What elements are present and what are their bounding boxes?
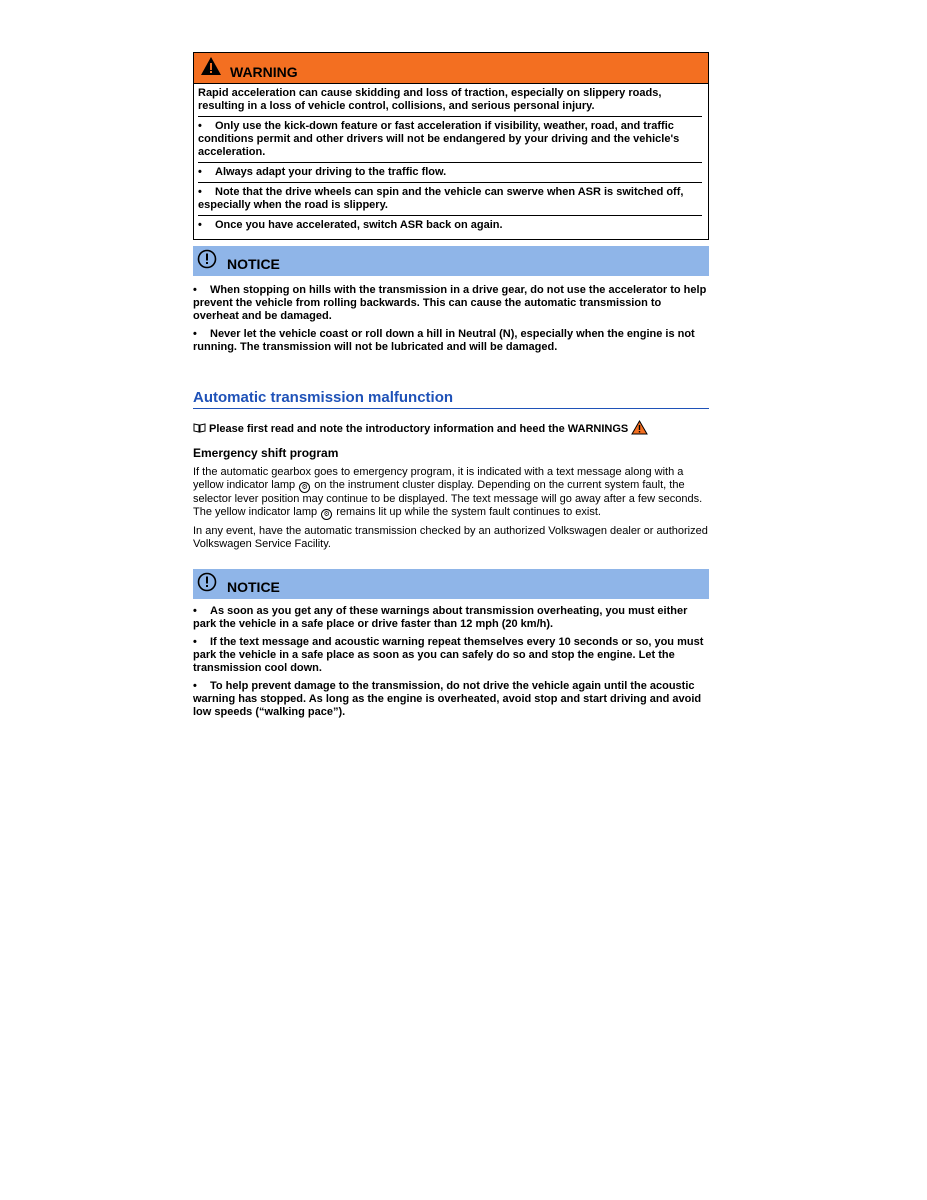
- notice-box-2: [193, 569, 709, 724]
- subheading: Emergency shift program: [193, 446, 339, 460]
- notice-exclamation-icon: [197, 572, 217, 597]
- notice-item: • Never let the vehicle coast or roll down a hill in Neutral (N), especially when the engine is not running. The transmission will not be lubricated and will be damaged.: [193, 328, 695, 353]
- gearbox-lamp-icon: ⚙: [299, 482, 310, 493]
- intro-text: Please first read and note the introductory information and heed the WARNINGS: [209, 423, 629, 435]
- book-icon: [193, 423, 206, 436]
- warning-header: [194, 53, 708, 84]
- warning-box: [193, 52, 709, 240]
- notice-exclamation-icon: [197, 249, 217, 274]
- notice-list: [193, 605, 709, 719]
- warning-item: • Once you have accelerated, switch ASR back on again.: [198, 219, 503, 231]
- notice-label: NOTICE: [227, 256, 280, 272]
- warning-triangle-icon: [631, 420, 648, 438]
- warning-item: • Note that the drive wheels can spin and the vehicle can swerve when ASR is switched off, especially when the road is slippery.: [198, 186, 684, 211]
- section-title: Automatic transmission malfunction: [193, 389, 709, 409]
- warning-label: WARNING: [230, 64, 298, 80]
- notice-label: NOTICE: [227, 579, 280, 595]
- body-text: [193, 466, 709, 551]
- notice-item: • When stopping on hills with the transmission in a drive gear, do not use the accelerator to help prevent the vehicle from rolling backwards. This can cause the automatic transmission to overheat and be damaged.: [193, 284, 707, 322]
- notice-list: [193, 284, 709, 354]
- intro-line: [193, 420, 709, 438]
- notice-item: • If the text message and acoustic warning repeat themselves every 10 seconds or so, you must park the vehicle in a safe place as soon as you can safely do so and stop the engine. Let the transmission cool down.: [193, 636, 704, 674]
- warning-item: • Always adapt your driving to the traffic flow.: [198, 166, 447, 178]
- paragraph: If the automatic gearbox goes to emergency program, it is indicated with a text message along with a yellow indicator lamp ⚙ on the instrument cluster display. Depending on the current system fault, the selector lever position may continue to be displayed. The text message will go away after a few seconds. The yellow indicator lamp ⚙ remains lit up while the system fault continues to exist.: [193, 466, 703, 518]
- paragraph: In any event, have the automatic transmission checked by an authorized Volkswagen dealer or authorized Volkswagen Service Facility.: [193, 525, 708, 550]
- notice-item: • As soon as you get any of these warnings about transmission overheating, you must either park the vehicle in a safe place or drive faster than 12 mph (20 km/h).: [193, 605, 688, 630]
- gearbox-lamp-icon: ⚙: [321, 509, 332, 520]
- notice-header: [193, 569, 709, 599]
- notice-item: • To help prevent damage to the transmission, do not drive the vehicle again until the acoustic warning has stopped. As long as the engine is overheated, avoid stop and start driving and avoid low speeds (“walking pace”).: [193, 680, 702, 718]
- section: [193, 389, 709, 556]
- notice-box-1: [193, 246, 709, 359]
- notice-header: [193, 246, 709, 276]
- warning-triangle-icon: [200, 56, 222, 81]
- warning-item: • Only use the kick-down feature or fast acceleration if visibility, weather, road, and traffic conditions permit and other drivers will not be endangered by your driving and the vehicle's acceleration.: [198, 120, 680, 158]
- warning-body: [194, 84, 708, 239]
- warning-intro: Rapid acceleration can cause skidding and loss of traction, especially on slippery roads, resulting in a loss of vehicle control, collisions, and serious personal injury.: [198, 87, 662, 112]
